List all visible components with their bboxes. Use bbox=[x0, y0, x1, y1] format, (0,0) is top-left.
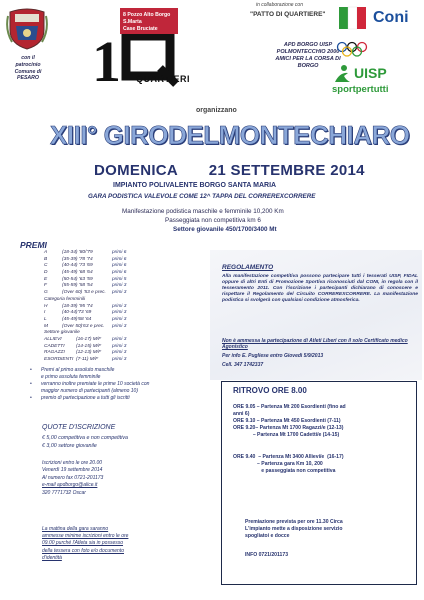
bullet-item bbox=[30, 367, 210, 374]
premi-range: (12-13) M/F bbox=[76, 350, 102, 356]
bullet-dot: • bbox=[30, 395, 32, 401]
apd-line: BORGO bbox=[297, 63, 319, 69]
mattina-line: d'identità bbox=[42, 554, 62, 561]
premi-cat: ESORDIENTI bbox=[44, 357, 74, 362]
apd-line: AMICI PER LA CORSA DI bbox=[275, 56, 341, 62]
premi-cat: I bbox=[44, 310, 46, 316]
patrocinio-line: Comune di bbox=[14, 68, 42, 75]
premi-range: (45-49) '68 '64 bbox=[62, 270, 93, 276]
premi-range: (16-17) M/F bbox=[76, 336, 102, 342]
premi-cat: A bbox=[44, 250, 48, 255]
premi-cat: ALLIEVI bbox=[44, 336, 62, 342]
premi-range: (35-39) '78 '74 bbox=[62, 256, 93, 262]
premi-range: (Over 60) '53 e prec. bbox=[62, 290, 106, 296]
mattina-line: 09.00 purché l'Atleta sia in possesso bbox=[42, 540, 124, 547]
premi-prize: primi 3 bbox=[112, 343, 127, 349]
coni-logo bbox=[333, 3, 423, 59]
premi-row bbox=[44, 310, 224, 317]
youth-distances: Settore giovanile 450/1700/3400 Mt bbox=[173, 226, 277, 233]
premi-row bbox=[44, 344, 224, 351]
premi-row bbox=[44, 250, 224, 257]
premi-cat: H bbox=[44, 303, 48, 309]
premi-prize: primi 3 bbox=[112, 316, 127, 322]
premi-row bbox=[44, 337, 224, 344]
premi-prize: primi 6 bbox=[112, 256, 127, 262]
quartieri-names-line: 8 Pozzo Alto Borgo S.Marta bbox=[123, 12, 171, 25]
premi-prize: primi 3 bbox=[112, 350, 127, 356]
uisp-logo bbox=[330, 62, 422, 98]
patrocinio-line: con il bbox=[21, 55, 35, 61]
quartieri-number: 1 bbox=[92, 29, 115, 94]
premi-cat: F bbox=[44, 283, 47, 289]
bullet-dot: • bbox=[30, 367, 32, 373]
patto-text: "PATTO DI QUARTIERE" bbox=[250, 11, 326, 18]
quartieri-label: QUARTIERI bbox=[136, 74, 190, 84]
patrocinio-line: patrocinio bbox=[15, 61, 41, 68]
premi-range: (40-44)'73 '69 bbox=[62, 310, 92, 316]
iscrizioni-email-link[interactable]: e-mail apdborgo@alice.it bbox=[42, 482, 98, 489]
premi-bullets bbox=[30, 367, 210, 402]
regolamento-atleti-liberi: Non è ammessa la partecipazione di Atleti Liberi con il solo Certificato medico Agonistico bbox=[222, 338, 408, 351]
premi-heading: PREMI bbox=[20, 240, 47, 250]
premi-prize: primi 3 bbox=[112, 283, 127, 289]
premiazione-info bbox=[245, 519, 405, 540]
premi-prize: primi 3 bbox=[112, 357, 127, 362]
ritrovo-heading: RITROVO ORE 8.00 bbox=[233, 386, 307, 395]
premi-cat: E bbox=[44, 276, 48, 282]
quote-giovanile: € 3,00 settore giovanile bbox=[42, 443, 97, 449]
patrocinio-line: PESARO bbox=[17, 75, 39, 82]
premi-prize: primi 3 bbox=[112, 336, 127, 342]
bullet-dot bbox=[30, 374, 41, 381]
premi-prize: primi 6 bbox=[112, 263, 127, 269]
premi-prize: primi 6 bbox=[112, 270, 127, 276]
bullet-text: e primo assoluta femminile bbox=[41, 374, 101, 380]
event-venue: IMPIANTO POLIVALENTE BORGO SANTA MARIA bbox=[113, 182, 277, 189]
info-phone: INFO 0721/201173 bbox=[245, 552, 289, 558]
premi-prize: primi 3 bbox=[112, 323, 127, 329]
premi-cat: B bbox=[44, 256, 48, 262]
ritrovo-line: anni 6) bbox=[233, 411, 250, 417]
iscrizioni-line: Iscrizioni entro le ore 20.00 bbox=[42, 460, 103, 466]
quote-heading: QUOTE D'ISCRIZIONE bbox=[42, 424, 116, 431]
bullet-text: premio di partecipazione a tutti gli iscritti bbox=[41, 395, 130, 401]
quartieri-names-box bbox=[120, 8, 178, 34]
premi-row bbox=[44, 290, 224, 297]
ritrovo-line: – Partenza Mt 1700 Cadetti/e (14-15) bbox=[233, 432, 340, 438]
premi-range: (7-11) M/F bbox=[76, 357, 99, 362]
premi-cat: L bbox=[44, 316, 47, 322]
bullet-item bbox=[30, 381, 210, 388]
premi-cat: RAGAZZI bbox=[44, 350, 65, 356]
bullet-text: verranno inoltre premiate le prime 10 società con bbox=[41, 381, 150, 387]
patrocinio-text bbox=[8, 55, 48, 82]
event-circuit: GARA PODISTICA VALEVOLE COME 12^ TAPPA DEL CORREREXCORRERE bbox=[88, 193, 316, 200]
walk-distance: Passeggiata non competitiva km 6 bbox=[165, 217, 261, 224]
premi-prize: primi 3 bbox=[112, 290, 127, 296]
premi-range: (50-54) '63 '59 bbox=[62, 276, 93, 282]
quote-competitiva: € 5,00 competitiva e non competitiva bbox=[42, 435, 128, 441]
quartieri-names-line: Case Bruciate bbox=[123, 26, 158, 32]
bullet-dot: • bbox=[30, 381, 32, 387]
regolamento-heading: REGOLAMENTO bbox=[222, 264, 274, 271]
premi-range: (18-39) '95 '74 bbox=[62, 303, 93, 309]
ritrovo-line: – Partenza gara Km 10, 200 bbox=[233, 461, 323, 467]
premi-range: (40-44) '73 '69 bbox=[62, 263, 93, 269]
premi-row bbox=[44, 357, 224, 364]
bullet-dot bbox=[30, 388, 41, 395]
premi-range: (45-49)'68 '64 bbox=[62, 316, 92, 322]
race-distance: Manifestazione podistica maschile e femminile 10,200 Km bbox=[122, 208, 284, 215]
ritrovo-schedule-1 bbox=[233, 404, 413, 439]
event-title: XIII° GIRODELMONTECHIARO bbox=[50, 120, 410, 150]
uisp-label: UISP bbox=[354, 65, 387, 81]
collab-text: in collaborazione con bbox=[256, 2, 303, 8]
ritrovo-line: e passeggiata non competitiva bbox=[233, 468, 336, 474]
premi-cat: M bbox=[44, 323, 48, 329]
bullet-text: maggior numero di partecipanti (almeno 10) bbox=[41, 388, 138, 394]
premi-range: (14-15) M/F bbox=[76, 343, 102, 349]
bullet-item bbox=[30, 388, 210, 395]
premi-prize: primi 3 bbox=[112, 310, 127, 316]
regolamento-body: Alla manifestazione competitiva possono partecipare tutti i tesserati UISP, FIDAL oppure di altri Enti di Promozione Sportiva riconosciuti dal CONI, in regola con il tesseramento 2011. Con l'iscrizione i partecipanti dichiarano di conoscere e rispettare il Regolamento del Circuito CORREREXCORRERE. La manifestazione podistica si svolgerà con qualsiasi condizione atmosferica. bbox=[222, 274, 418, 304]
ritrovo-line: ORE 9.05 – Partenza Mt 200 Esordienti (fino ad bbox=[233, 404, 346, 410]
premi-range: (55-59) '58 '54 bbox=[62, 283, 93, 289]
premiazione-line: spogliatoi e docce bbox=[245, 533, 290, 539]
uisp-slogan: sportpertutti bbox=[332, 84, 389, 95]
coni-label: Coni bbox=[373, 9, 409, 26]
premi-cat: G bbox=[44, 290, 48, 296]
premi-range: (Over 50)'63 e prec. bbox=[62, 323, 105, 329]
bullet-text: Premi al primo assoluto maschile bbox=[41, 367, 115, 373]
event-date: DOMENICA 21 SETTEMBRE 2014 bbox=[94, 162, 365, 179]
mattina-line: della tessera con foto e/o documento bbox=[42, 547, 124, 554]
pesaro-crest-icon bbox=[6, 6, 48, 50]
organizzano-text: organizzano bbox=[196, 107, 237, 114]
mattina-line: La mattina della gara saranno bbox=[42, 526, 109, 532]
premi-prize: primi 5 bbox=[112, 276, 127, 282]
bullet-item bbox=[30, 395, 210, 402]
premi-cat: CADETTI bbox=[44, 343, 65, 349]
premi-row bbox=[44, 317, 224, 324]
ritrovo-line: ORE 9.20– Partenza Mt 1700 Ragazzi/e (12-13) bbox=[233, 425, 344, 431]
iscrizioni-line: Al numero fax 0721-201173 bbox=[42, 474, 104, 481]
premi-cat: D bbox=[44, 270, 48, 276]
premi-subheading: Categoria femminili bbox=[44, 296, 86, 302]
premiazione-line: Premiazione prevista per ore 11.30 Circa bbox=[245, 519, 343, 525]
ritrovo-line: ORE 9.10 – Partenza Mt 450 Esordienti (7-11) bbox=[233, 418, 341, 424]
premi-cat: C bbox=[44, 263, 48, 269]
uisp-runner-icon bbox=[332, 64, 352, 84]
iscrizioni-line: Venerdì 19 settembre 2014 bbox=[42, 467, 103, 474]
mattina-info bbox=[42, 526, 172, 562]
iscrizioni-info bbox=[42, 460, 182, 497]
premi-row bbox=[44, 350, 224, 357]
regolamento-info: Per info E. Pugliese entro Giovedì 5/9/2013 bbox=[222, 353, 324, 359]
regolamento-cell: Cell. 347 1742337 bbox=[222, 362, 264, 368]
ritrovo-schedule-2 bbox=[233, 454, 413, 475]
premi-table bbox=[44, 250, 224, 364]
mattina-line: ammesse minime iscrizioni entro le ore bbox=[42, 533, 129, 540]
premiazione-line: L'impianto mette a disposizione servizio bbox=[245, 526, 343, 532]
apd-line: POLMONTECCHIO 2000 bbox=[276, 49, 340, 55]
premi-prize: primi 3 bbox=[112, 303, 127, 309]
ritrovo-line: ORE 9.40 – Partenza Mt 3400 Allievi/e (16-17) bbox=[233, 454, 344, 460]
premi-prize: primi 6 bbox=[112, 250, 127, 255]
premi-row bbox=[44, 270, 224, 277]
iscrizioni-line: 320 7771732 Oscar bbox=[42, 489, 86, 496]
bullet-item bbox=[30, 374, 210, 381]
premi-range: (18-34) '80/'79 bbox=[62, 250, 93, 255]
apd-line: APD BORGO UISP bbox=[283, 42, 333, 48]
premi-subheading: Settore giovanile bbox=[44, 330, 80, 336]
